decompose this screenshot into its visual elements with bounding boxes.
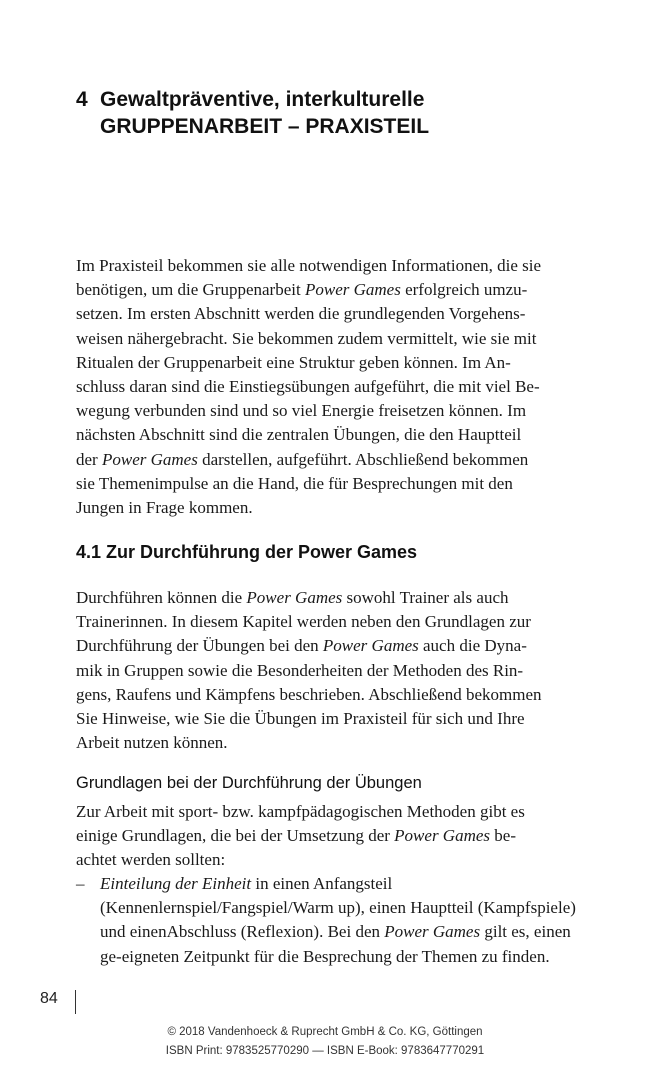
- text-run: setzen. Im ersten Abschnitt werden die grundlegenden Vorgehens-: [76, 304, 526, 324]
- text-line: [76, 399, 576, 423]
- text-run: wegung verbunden sind und so viel Energie freisetzen können. Im: [76, 401, 527, 421]
- text-line: [76, 634, 576, 658]
- text-run: sowohl Trainer als auch: [342, 588, 509, 607]
- footer-copyright: © 2018 Vandenhoeck & Ruprecht GmbH & Co. KG, Göttingen: [167, 1026, 483, 1038]
- text-line: [76, 610, 576, 634]
- text-run: erfolgreich umzu-: [400, 280, 528, 300]
- italic-run: Power Games: [101, 449, 198, 469]
- bullet-dash: –: [76, 874, 85, 893]
- subsection-paragraph: [76, 800, 576, 873]
- text-run: weisen nähergebracht. Sie bekommen zudem vermittelt, wie sie mit: [76, 328, 537, 348]
- chapter-number: 4: [76, 88, 88, 111]
- text-run: Ritualen der Gruppenarbeit eine Struktur geben können. Im An-: [76, 352, 511, 372]
- text-run: benötigen, um die Gruppenarbeit: [76, 280, 305, 300]
- text-run: Durchführung der Übungen bei den: [76, 636, 323, 656]
- italic-run: Power Games: [384, 922, 481, 942]
- text-line: [76, 302, 576, 326]
- text-run: sie Themenimpulse an die Hand, die für Besprechungen mit den: [76, 473, 513, 493]
- intro-paragraph: [76, 254, 576, 520]
- text-run: Zur Arbeit mit sport- bzw. kampfpädagogischen Methoden gibt es: [76, 802, 525, 821]
- bullet-item: [76, 872, 576, 969]
- text-run: auch die Dyna-: [418, 636, 527, 656]
- text-run: in einen Anfangsteil (Kennenlernspiel/: [100, 874, 393, 918]
- section-heading: 4.1 Zur Durchführung der Power Games: [76, 542, 418, 562]
- text-run: gilt es, einen ge-: [100, 922, 571, 966]
- text-run: Arbeit nutzen können.: [76, 733, 228, 753]
- text-run: mik in Gruppen sowie die Besonderheiten der Methoden des Rin-: [76, 660, 524, 680]
- text-run: nächsten Abschnitt sind die zentralen Übungen, die den Hauptteil: [76, 425, 522, 445]
- text-line: [76, 254, 576, 278]
- text-run: Abschluss (Reflexion). Bei den: [166, 922, 385, 942]
- text-run: Im Praxisteil bekommen sie alle notwendigen Informationen, die sie: [76, 256, 542, 275]
- page-number-rule: [75, 990, 76, 1014]
- chapter-title-line1: Gewaltpräventive, interkulturelle: [100, 88, 425, 111]
- text-line: [76, 800, 576, 824]
- text-line: [76, 448, 576, 472]
- text-line: [76, 683, 576, 707]
- text-run: einige Grundlagen, die bei der Umsetzung der: [76, 826, 395, 846]
- text-run: eigneten Zeitpunkt für die Besprechung der Themen zu finden.: [121, 946, 550, 966]
- text-line: [122, 947, 550, 966]
- text-line: [76, 707, 576, 731]
- footer-isbn: ISBN Print: 9783525770290 — ISBN E-Book: 9783647770291: [165, 1045, 485, 1057]
- italic-run: Einteilung der Einheit: [100, 874, 252, 893]
- section-paragraph: [76, 586, 576, 755]
- text-line: [76, 586, 576, 610]
- text-line: [76, 659, 576, 683]
- text-line: [76, 327, 576, 351]
- text-run: achtet werden sollten:: [76, 850, 226, 870]
- subsection-heading: Grundlagen bei der Durchführung der Übungen: [76, 774, 422, 792]
- italic-run: Power Games: [394, 826, 491, 846]
- text-line: [76, 472, 576, 496]
- text-run: Sie Hinweise, wie Sie die Übungen im Praxisteil für sich und Ihre: [76, 709, 525, 729]
- text-run: be-: [490, 826, 516, 846]
- text-run: gens, Raufens und Kämpfens beschrieben. Abschließend bekommen: [76, 684, 542, 704]
- text-line: [76, 278, 576, 302]
- text-line: [76, 848, 576, 872]
- italic-run: Power Games: [304, 280, 401, 300]
- text-run: Jungen in Frage kommen.: [76, 498, 253, 518]
- text-line: [76, 423, 576, 447]
- bullet-text: [100, 872, 576, 969]
- text-line: [76, 496, 576, 520]
- text-run: schluss daran sind die Einstiegsübungen aufgeführt, die mit viel Be-: [76, 377, 540, 397]
- text-run: Trainerinnen. In diesem Kapitel werden neben den Grundlagen zur: [76, 612, 531, 632]
- page-number: 84: [40, 990, 58, 1007]
- chapter-title-line2: GRUPPENARBEIT – PRAXISTEIL: [100, 115, 430, 138]
- italic-run: Power Games: [322, 636, 419, 656]
- text-line: [76, 731, 576, 755]
- text-run: Durchführen können die: [76, 588, 247, 607]
- text-line: [76, 351, 576, 375]
- text-run: darstellen, aufgeführt. Abschließend bekommen: [197, 449, 529, 469]
- text-line: [76, 375, 576, 399]
- text-line: [76, 824, 576, 848]
- text-run: der: [76, 449, 102, 469]
- italic-run: Power Games: [246, 588, 343, 607]
- chapter-heading: [76, 86, 596, 140]
- text-run: Fangspiel/Warm up), einen Hauptteil (Kampfspiele) und einen: [100, 898, 576, 942]
